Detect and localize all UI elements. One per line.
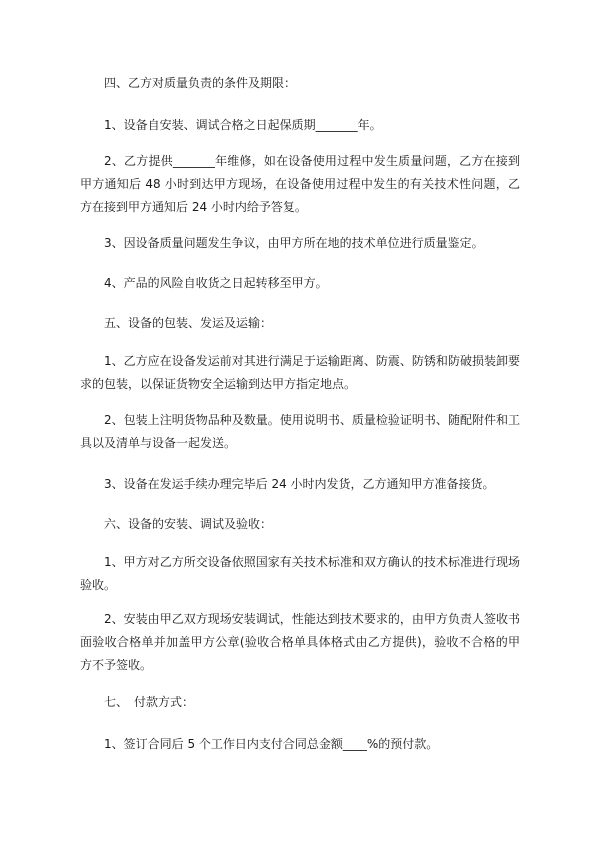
clause-5-1: 1、乙方应在设备发运前对其进行满足于运输距离、防震、防锈和防破损装卸要求的包装，以保证货物安全运输到达甲方指定地点。 xyxy=(80,354,520,391)
clause-5-3: 3、设备在发运手续办理完毕后 24 小时内发货，乙方通知甲方准备接货。 xyxy=(104,477,495,491)
section-heading-6: 六、设备的安装、调试及验收： xyxy=(104,517,273,531)
clause-7-1: 1、签订合同后 5 个工作日内支付合同总金额____%的预付款。 xyxy=(104,737,439,751)
clause-6-1: 1、甲方对乙方所交设备依照国家有关技术标准和双方确认的技术标准进行现场验收。 xyxy=(80,555,520,592)
clause-6-2: 2、安装由甲乙双方现场安装调试，性能达到技术要求的，由甲方负责人签收书面验收合格单并加盖甲方公章(验收合格单具体格式由乙方提供)，验收不合格的甲方不予签收。 xyxy=(80,612,520,672)
section-heading-5: 五、设备的包装、发运及运输： xyxy=(104,316,273,330)
clause-4-2: 2、乙方提供_______年维修，如在设备使用过程中发生质量问题，乙方在接到甲方通知后 48 小时到达甲方现场，在设备使用过程中发生的有关技术性问题，乙方在接到甲方通知后 24 小时内给予答复。 xyxy=(80,154,520,214)
clause-4-1: 1、设备自安装、调试合格之日起保质期_______年。 xyxy=(104,118,382,132)
section-heading-7: 七、 付款方式： xyxy=(104,695,195,709)
section-heading-4: 四、乙方对质量负责的条件及期限： xyxy=(104,76,297,90)
clause-4-3: 3、因设备质量问题发生争议，由甲方所在地的技术单位进行质量鉴定。 xyxy=(104,236,484,250)
clause-4-4: 4、产品的风险自收货之日起转移至甲方。 xyxy=(104,276,328,290)
clause-5-2: 2、包装上注明货物品种及数量。使用说明书、质量检验证明书、随配附件和工具以及清单与设备一起发送。 xyxy=(80,413,520,450)
